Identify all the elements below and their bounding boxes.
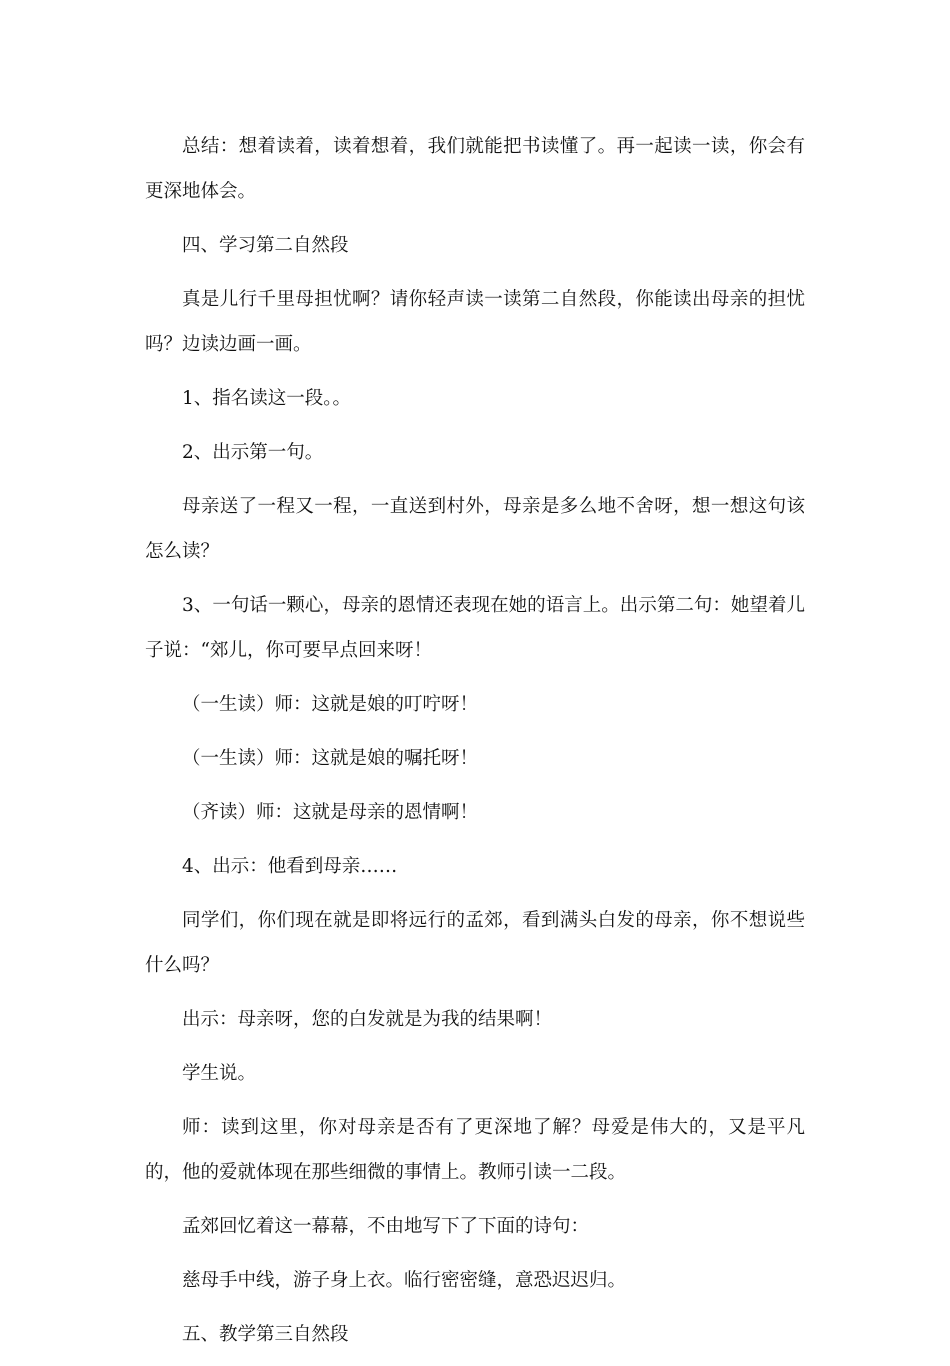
- paragraph-intro-second: 真是儿行千里母担忧啊？请你轻声读一读第二自然段，你能读出母亲的担忧吗？边读边画一画。: [145, 289, 805, 355]
- paragraph-show: 出示：母亲呀，您的白发就是为我的结果啊！: [182, 1009, 553, 1030]
- step-2: 2、出示第一句。: [182, 442, 324, 463]
- paragraph-summary: 总结：想着读着，读着想着，我们就能把书读懂了。再一起读一读，你会有更深地体会。: [145, 136, 805, 202]
- paragraph-classmates: 同学们，你们现在就是即将远行的孟郊，看到满头白发的母亲，你不想说些什么吗？: [145, 910, 805, 976]
- paragraph-mengjiao: 孟郊回忆着这一幕幕，不由地写下了下面的诗句：: [182, 1216, 590, 1237]
- paragraph-students-speak: 学生说。: [182, 1063, 257, 1084]
- paragraph-teacher: 师：读到这里，你对母亲是否有了更深地了解？母爱是伟大的，又是平凡的，他的爱就体现在那些细微的事情上。教师引读一二段。: [145, 1117, 805, 1183]
- section-heading-5: 五、教学第三自然段: [182, 1324, 349, 1345]
- reading-line-2: （一生读）师：这就是娘的嘱托呀！: [182, 748, 479, 769]
- section-heading-4: 四、学习第二自然段: [182, 235, 349, 256]
- reading-line-3: （齐读）师：这就是母亲的恩情啊！: [182, 802, 479, 823]
- document-body: [145, 124, 805, 1366]
- step-4: 4、出示：他看到母亲……: [182, 856, 398, 877]
- paragraph-first-sentence: 母亲送了一程又一程，一直送到村外，母亲是多么地不舍呀，想一想这句该怎么读？: [145, 496, 805, 562]
- step-1: 1、指名读这一段。。: [182, 388, 352, 409]
- poem-lines: 慈母手中线，游子身上衣。临行密密缝，意恐迟迟归。: [182, 1270, 627, 1291]
- step-3: 3、一句话一颗心，母亲的恩情还表现在她的语言上。出示第二句：她望着儿子说：“郊儿，你可要早点回来呀！: [145, 595, 805, 661]
- reading-line-1: （一生读）师：这就是娘的叮咛呀！: [182, 694, 479, 715]
